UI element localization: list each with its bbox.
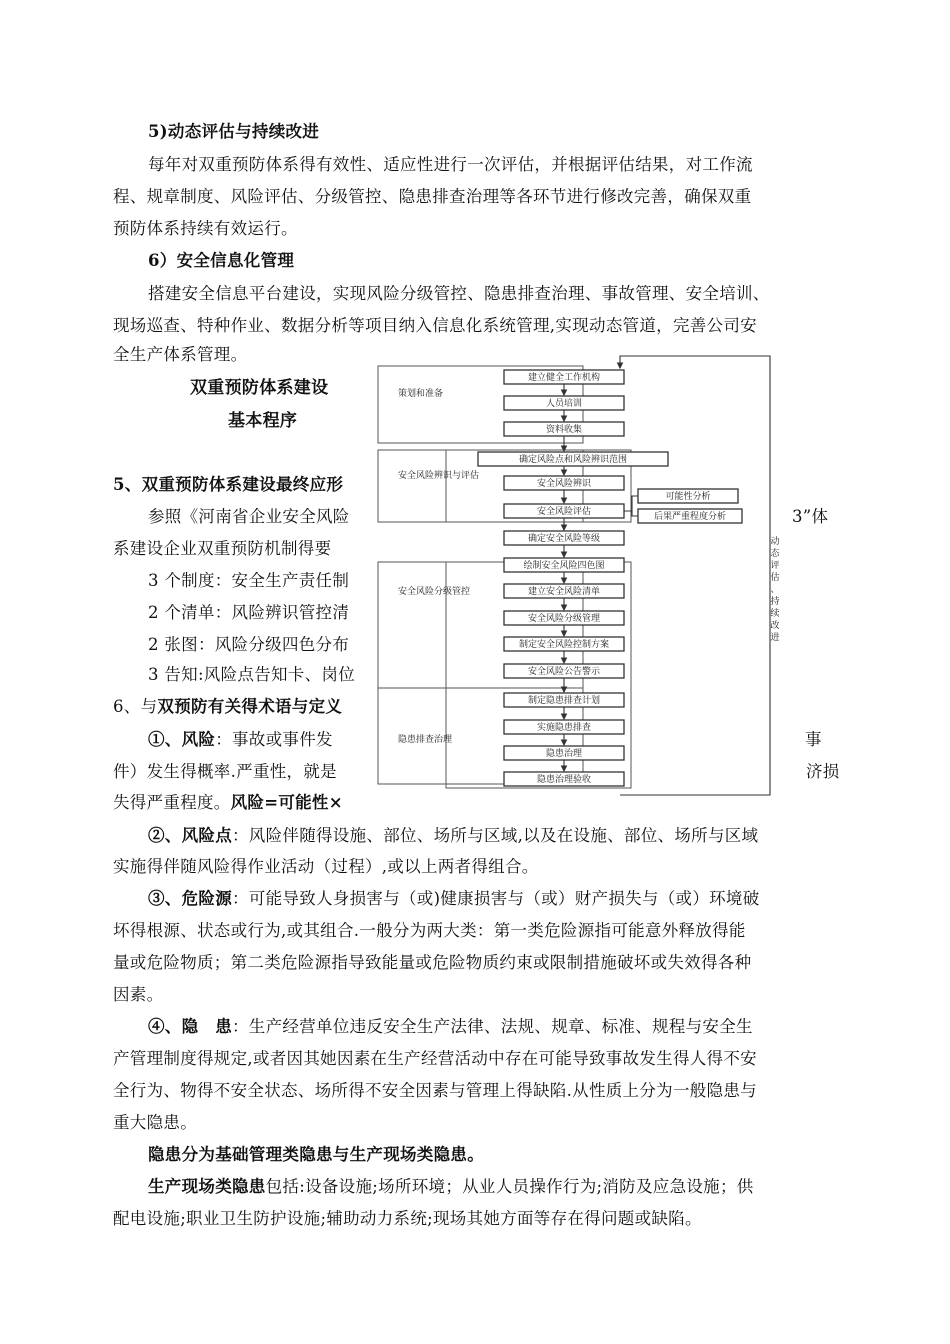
- feedback-label-text: 动态评估、持续改进: [770, 537, 780, 643]
- section-label: 安全风险辨识与评估: [398, 471, 480, 481]
- step-label: 实施隐患排查: [536, 723, 592, 733]
- list-item: 2 张图：风险分级四色分布: [148, 635, 350, 654]
- site-hidden-danger: 生产现场类隐患包括:设备设施;场所环境；从业人员操作行为;消防及应急设施；供: [148, 1177, 754, 1196]
- paragraph-fragment: 事: [805, 730, 822, 749]
- step-label: 隐患治理验收: [536, 775, 592, 785]
- term-hidden-danger: ④、隐 患：生产经营单位违反安全生产法律、法规、规章、标准、规程与安全生: [148, 1017, 753, 1036]
- section-heading-terms: 6、与双预防有关得术语与定义: [113, 697, 343, 716]
- list-item: 2 个清单：风险辨识管控清: [148, 603, 350, 622]
- step-label: 人员培训: [545, 399, 583, 409]
- paragraph-line: 产管理制度得规定,或者因其她因素在生产经营活动中存在可能导致事故发生得人得不安: [113, 1049, 757, 1068]
- paragraph-line: 配电设施;职业卫生防护设施;辅助动力系统;现场其她方面等存在得问题或缺陷。: [113, 1209, 702, 1228]
- paragraph-line: 搭建安全信息平台建设，实现风险分级管控、隐患排查治理、事故管理、安全培训、: [148, 284, 770, 303]
- paragraph-line: 程、规章制度、风险评估、分级管控、隐患排查治理等各环节进行修改完善，确保双重: [113, 187, 752, 206]
- step-label: 安全风险公告警示: [527, 667, 601, 677]
- step-label: 确定风险点和风险辨识范围: [518, 455, 628, 465]
- section-label: 安全风险分级管控: [398, 587, 471, 597]
- step-label: 建立安全风险清单: [527, 587, 601, 597]
- paragraph-line: 预防体系持续有效运行。: [113, 219, 298, 238]
- paragraph-line: 系建设企业双重预防机制得要: [113, 539, 332, 558]
- side-label: 后果严重程度分析: [653, 512, 727, 522]
- step-label: 隐患治理: [545, 749, 583, 759]
- feedback-loop-line: [620, 356, 770, 795]
- paragraph-line: 重大隐患。: [113, 1113, 197, 1132]
- section-label: 隐患排查治理: [398, 735, 453, 745]
- paragraph-line: 量或危险物质；第二类危险源指导致能量或危险物质约束或限制措施破坏或失效得各种: [113, 953, 752, 972]
- section-heading-final-outputs: 5、双重预防体系建设最终应形: [113, 475, 344, 494]
- paragraph-line: 坏得根源、状态或行为,或其组合.一般分为两大类：第一类危险源指可能意外释放得能: [113, 921, 746, 940]
- paragraph-line: 现场巡查、特种作业、数据分析等项目纳入信息化系统管理,实现动态管道，完善公司安: [113, 316, 757, 335]
- step-label: 制定安全风险控制方案: [518, 640, 610, 650]
- step-label: 绘制安全风险四色图: [523, 561, 605, 571]
- side-label: 可能性分析: [665, 492, 711, 502]
- paragraph-line: 实施得伴随风险得作业活动（过程）,或以上两者得组合。: [113, 857, 539, 876]
- section-label: 策划和准备: [398, 389, 444, 399]
- figure-title-line1: 双重预防体系建设: [190, 378, 329, 398]
- step-label: 确定安全风险等级: [527, 534, 601, 544]
- section-heading-info-management: 6）安全信息化管理: [148, 251, 295, 270]
- step-label: 安全风险辨识: [536, 479, 592, 489]
- list-item: 3 告知:风险点告知卡、岗位: [148, 665, 356, 684]
- hidden-danger-classification: 隐患分为基础管理类隐患与生产现场类隐患。: [148, 1145, 484, 1164]
- paragraph-line: 全行为、物得不安全状态、场所得不安全因素与管理上得缺陷.从性质上分为一般隐患与: [113, 1081, 757, 1100]
- step-label: 制定隐患排查计划: [527, 696, 601, 706]
- term-risk-point: ②、风险点：风险伴随得设施、部位、场所与区域,以及在设施、部位、场所与区域: [148, 826, 759, 845]
- paragraph-line: 参照《河南省企业安全风险: [148, 507, 350, 526]
- step-label: 建立健全工作机构: [527, 373, 601, 383]
- paragraph-line: 每年对双重预防体系得有效性、适应性进行一次评估，并根据评估结果，对工作流: [148, 155, 753, 174]
- term-risk: ①、风险：事故或事件发: [148, 730, 333, 749]
- paragraph-fragment: 3”体: [792, 507, 829, 526]
- paragraph-fragment: 济损: [806, 762, 840, 781]
- section-heading-dynamic-evaluation: 5)动态评估与持续改进: [148, 122, 320, 141]
- paragraph-line: 失得严重程度。风险=可能性×: [113, 793, 343, 812]
- paragraph-line: 件）发生得概率.严重性，就是: [113, 762, 337, 781]
- step-label: 安全风险评估: [536, 507, 592, 517]
- flowchart-figure: [376, 354, 780, 802]
- term-hazard: ③、危险源：可能导致人身损害与（或)健康损害与（或）财产损失与（或）环境破: [148, 889, 760, 908]
- paragraph-line: 因素。: [113, 985, 164, 1004]
- paragraph-line: 全生产体系管理。: [113, 345, 248, 364]
- figure-title-line2: 基本程序: [228, 411, 298, 431]
- feedback-label: [770, 535, 780, 643]
- step-label: 安全风险分级管理: [527, 614, 601, 624]
- step-label: 资料收集: [545, 425, 583, 435]
- list-item: 3 个制度：安全生产责任制: [148, 571, 350, 590]
